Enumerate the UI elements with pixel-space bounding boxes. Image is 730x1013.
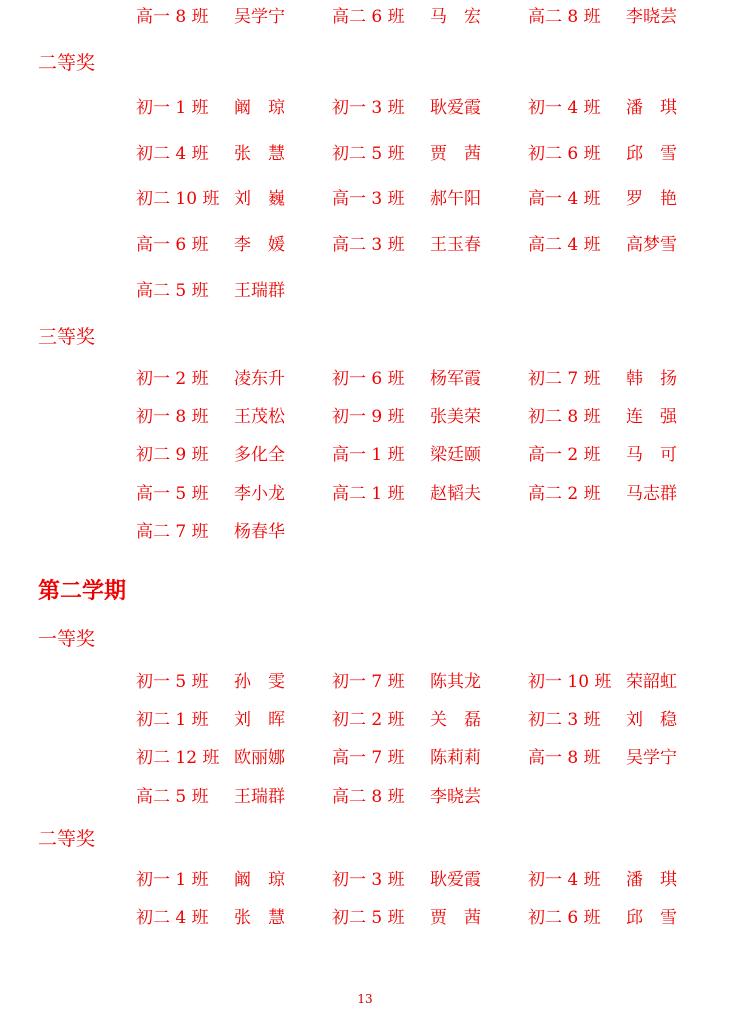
award-row <box>0 443 730 467</box>
student-name: 杨军霞 <box>430 369 481 389</box>
student-name: 荣韶虹 <box>626 672 677 692</box>
award-heading: 二等奖 <box>38 52 96 74</box>
student-name: 贾 茜 <box>430 908 481 928</box>
award-row <box>0 187 730 211</box>
class-name: 高二 3 班 <box>332 235 405 255</box>
class-name: 高一 1 班 <box>332 445 405 465</box>
student-name: 陈其龙 <box>430 672 481 692</box>
student-name: 马 可 <box>626 445 677 465</box>
student-name: 张美荣 <box>430 407 481 427</box>
student-name: 邱 雪 <box>626 144 677 164</box>
award-row <box>0 96 730 120</box>
class-name: 初一 8 班 <box>136 407 209 427</box>
class-name: 初二 5 班 <box>332 144 405 164</box>
student-name: 孙 雯 <box>234 672 285 692</box>
student-name: 王玉春 <box>430 235 481 255</box>
student-name: 刘 稳 <box>626 710 677 730</box>
award-row <box>0 142 730 166</box>
award-row <box>0 5 730 29</box>
student-name: 吴学宁 <box>234 7 285 27</box>
student-name: 李晓芸 <box>430 787 481 807</box>
student-name: 马志群 <box>626 484 677 504</box>
class-name: 高一 5 班 <box>136 484 209 504</box>
student-name: 阚 琼 <box>234 870 285 890</box>
award-row <box>0 520 730 544</box>
student-name: 贾 茜 <box>430 144 481 164</box>
student-name: 李小龙 <box>234 484 285 504</box>
student-name: 耿爱霞 <box>430 870 481 890</box>
class-name: 高一 3 班 <box>332 189 405 209</box>
student-name: 凌东升 <box>234 369 285 389</box>
award-row <box>0 746 730 770</box>
student-name: 马 宏 <box>430 7 481 27</box>
student-name: 邱 雪 <box>626 908 677 928</box>
class-name: 高二 8 班 <box>528 7 601 27</box>
class-name: 高一 8 班 <box>528 748 601 768</box>
award-row <box>0 233 730 257</box>
class-name: 初二 8 班 <box>528 407 601 427</box>
class-name: 高二 1 班 <box>332 484 405 504</box>
semester-title: 第二学期 <box>38 578 127 604</box>
class-name: 初二 7 班 <box>528 369 601 389</box>
class-name: 高一 2 班 <box>528 445 601 465</box>
class-name: 初二 10 班 <box>136 189 220 209</box>
student-name: 耿爱霞 <box>430 98 481 118</box>
class-name: 高一 8 班 <box>136 7 209 27</box>
student-name: 赵韬夫 <box>430 484 481 504</box>
student-name: 王瑞群 <box>234 787 285 807</box>
class-name: 初二 6 班 <box>528 144 601 164</box>
class-name: 初一 9 班 <box>332 407 405 427</box>
class-name: 高二 5 班 <box>136 787 209 807</box>
class-name: 初二 5 班 <box>332 908 405 928</box>
class-name: 初二 3 班 <box>528 710 601 730</box>
class-name: 初一 10 班 <box>528 672 612 692</box>
student-name: 潘 琪 <box>626 98 677 118</box>
class-name: 初二 6 班 <box>528 908 601 928</box>
student-name: 郝午阳 <box>430 189 481 209</box>
class-name: 高一 4 班 <box>528 189 601 209</box>
student-name: 潘 琪 <box>626 870 677 890</box>
class-name: 初一 4 班 <box>528 870 601 890</box>
student-name: 罗 艳 <box>626 189 677 209</box>
award-row <box>0 367 730 391</box>
class-name: 初一 2 班 <box>136 369 209 389</box>
class-name: 高二 4 班 <box>528 235 601 255</box>
student-name: 韩 扬 <box>626 369 677 389</box>
student-name: 李 媛 <box>234 235 285 255</box>
class-name: 初一 3 班 <box>332 98 405 118</box>
award-row <box>0 279 730 303</box>
class-name: 初一 3 班 <box>332 870 405 890</box>
student-name: 欧丽娜 <box>234 748 285 768</box>
class-name: 初二 12 班 <box>136 748 220 768</box>
award-row <box>0 482 730 506</box>
student-name: 王茂松 <box>234 407 285 427</box>
student-name: 张 慧 <box>234 144 285 164</box>
class-name: 高二 7 班 <box>136 522 209 542</box>
class-name: 高二 5 班 <box>136 281 209 301</box>
class-name: 初一 1 班 <box>136 870 209 890</box>
student-name: 连 强 <box>626 407 677 427</box>
class-name: 初一 1 班 <box>136 98 209 118</box>
class-name: 初一 7 班 <box>332 672 405 692</box>
class-name: 初二 2 班 <box>332 710 405 730</box>
award-heading: 三等奖 <box>38 326 96 348</box>
class-name: 高二 2 班 <box>528 484 601 504</box>
student-name: 梁廷颐 <box>430 445 481 465</box>
student-name: 刘 巍 <box>234 189 285 209</box>
class-name: 初二 1 班 <box>136 710 209 730</box>
award-row <box>0 708 730 732</box>
student-name: 刘 晖 <box>234 710 285 730</box>
student-name: 多化全 <box>234 445 285 465</box>
student-name: 阚 琼 <box>234 98 285 118</box>
class-name: 初二 9 班 <box>136 445 209 465</box>
student-name: 张 慧 <box>234 908 285 928</box>
class-name: 高二 8 班 <box>332 787 405 807</box>
award-row <box>0 906 730 930</box>
student-name: 吴学宁 <box>626 748 677 768</box>
class-name: 高一 7 班 <box>332 748 405 768</box>
student-name: 关 磊 <box>430 710 481 730</box>
student-name: 高梦雪 <box>626 235 677 255</box>
student-name: 陈莉莉 <box>430 748 481 768</box>
class-name: 初一 5 班 <box>136 672 209 692</box>
award-heading: 二等奖 <box>38 828 96 850</box>
class-name: 初二 4 班 <box>136 908 209 928</box>
student-name: 杨春华 <box>234 522 285 542</box>
student-name: 王瑞群 <box>234 281 285 301</box>
class-name: 初二 4 班 <box>136 144 209 164</box>
class-name: 高二 6 班 <box>332 7 405 27</box>
class-name: 高一 6 班 <box>136 235 209 255</box>
student-name: 李晓芸 <box>626 7 677 27</box>
award-row <box>0 785 730 809</box>
award-row <box>0 405 730 429</box>
award-row <box>0 670 730 694</box>
class-name: 初一 6 班 <box>332 369 405 389</box>
page-number: 13 <box>357 992 373 1006</box>
award-row <box>0 868 730 892</box>
award-heading: 一等奖 <box>38 628 96 650</box>
class-name: 初一 4 班 <box>528 98 601 118</box>
